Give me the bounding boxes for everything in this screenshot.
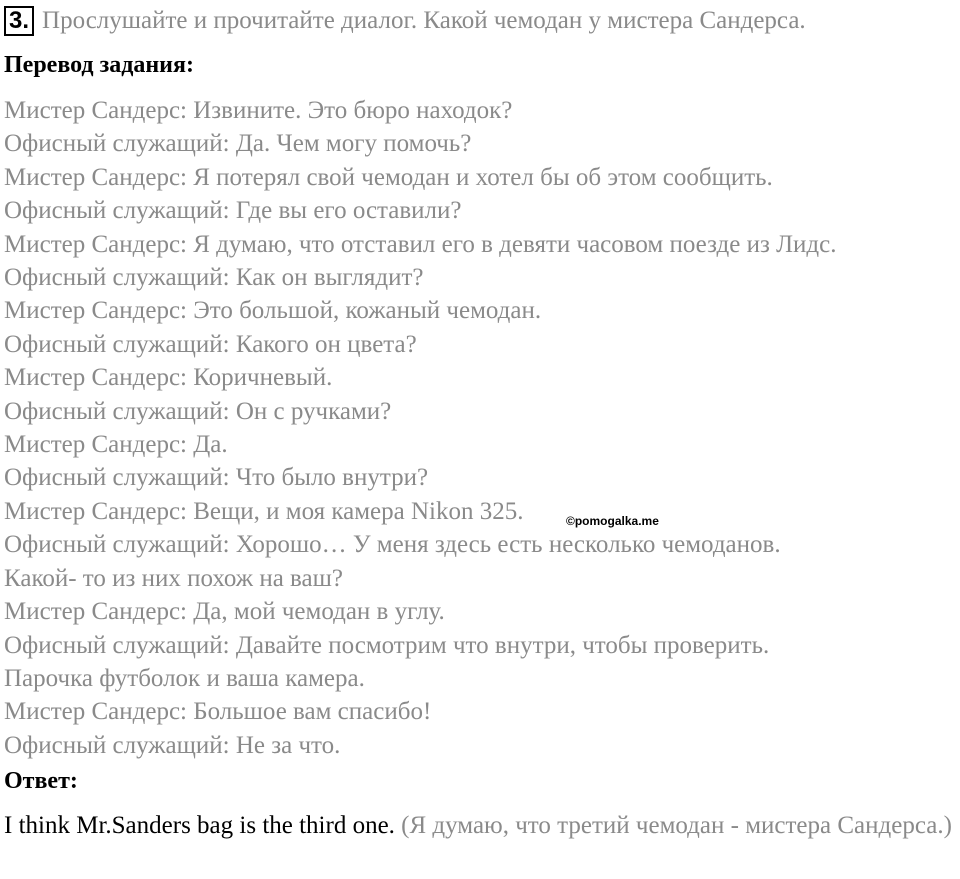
document-page [4,4,956,842]
dialog-line: Мистер Сандерс: Я думаю, что отставил его в девяти часовом поезде из Лидс. [4,230,837,258]
dialog-line: Офисный служащий: Как он выглядит? [4,264,424,292]
dialog-line: Мистер Сандерс: Да. [4,431,228,459]
dialog-line: Парочка футболок и ваша камера. [4,664,365,692]
task-header [4,4,956,38]
dialog-line: Офисный служащий: Не за что. [4,731,341,759]
dialog-line: Мистер Сандерс: Большое вам спасибо! [4,698,432,726]
dialog-line: Офисный служащий: Какого он цвета? [4,330,417,358]
answer-heading: Ответ: [4,768,78,795]
dialog-line: Офисный служащий: Что было внутри? [4,464,429,492]
task-text: Прослушайте и прочитайте диалог. Какой чемодан у мистера Сандерса. [42,7,806,34]
dialog-line: Офисный служащий: Он с ручками? [4,397,392,425]
translation-heading: Перевод задания: [4,52,194,78]
task-number: 3. [4,6,34,36]
dialog-line: Мистер Сандерс: Я потерял свой чемодан и хотел бы об этом сообщить. [4,163,773,191]
answer-russian: (Я думаю, что третий чемодан - мистера Сандерса.) [401,812,952,840]
dialog [4,94,956,762]
dialog-line: Мистер Сандерс: Коричневый. [4,364,333,392]
dialog-line: Офисный служащий: Давайте посмотрим что внутри, чтобы проверить. [4,631,770,659]
answer-english: I think Mr.Sanders bag is the third one. [4,812,395,840]
dialog-line: Офисный служащий: Хорошо… У меня здесь есть несколько чемоданов. [4,531,781,559]
dialog-line: Мистер Сандерс: Да, мой чемодан в углу. [4,598,445,626]
dialog-line: Офисный служащий: Где вы его оставили? [4,197,462,225]
dialog-line: Какой- то из них похож на ваш? [4,564,343,592]
dialog-line: Мистер Сандерс: Извините. Это бюро находок? [4,97,513,124]
dialog-line: Мистер Сандерс: Это большой, кожаный чемодан. [4,297,542,325]
dialog-line: Офисный служащий: Да. Чем могу помочь? [4,130,472,158]
dialog-line: Мистер Сандерс: Вещи, и моя камера Nikon 325. [4,497,524,525]
answer-text [4,810,956,842]
watermark: ©pomogalka.me [566,514,659,528]
